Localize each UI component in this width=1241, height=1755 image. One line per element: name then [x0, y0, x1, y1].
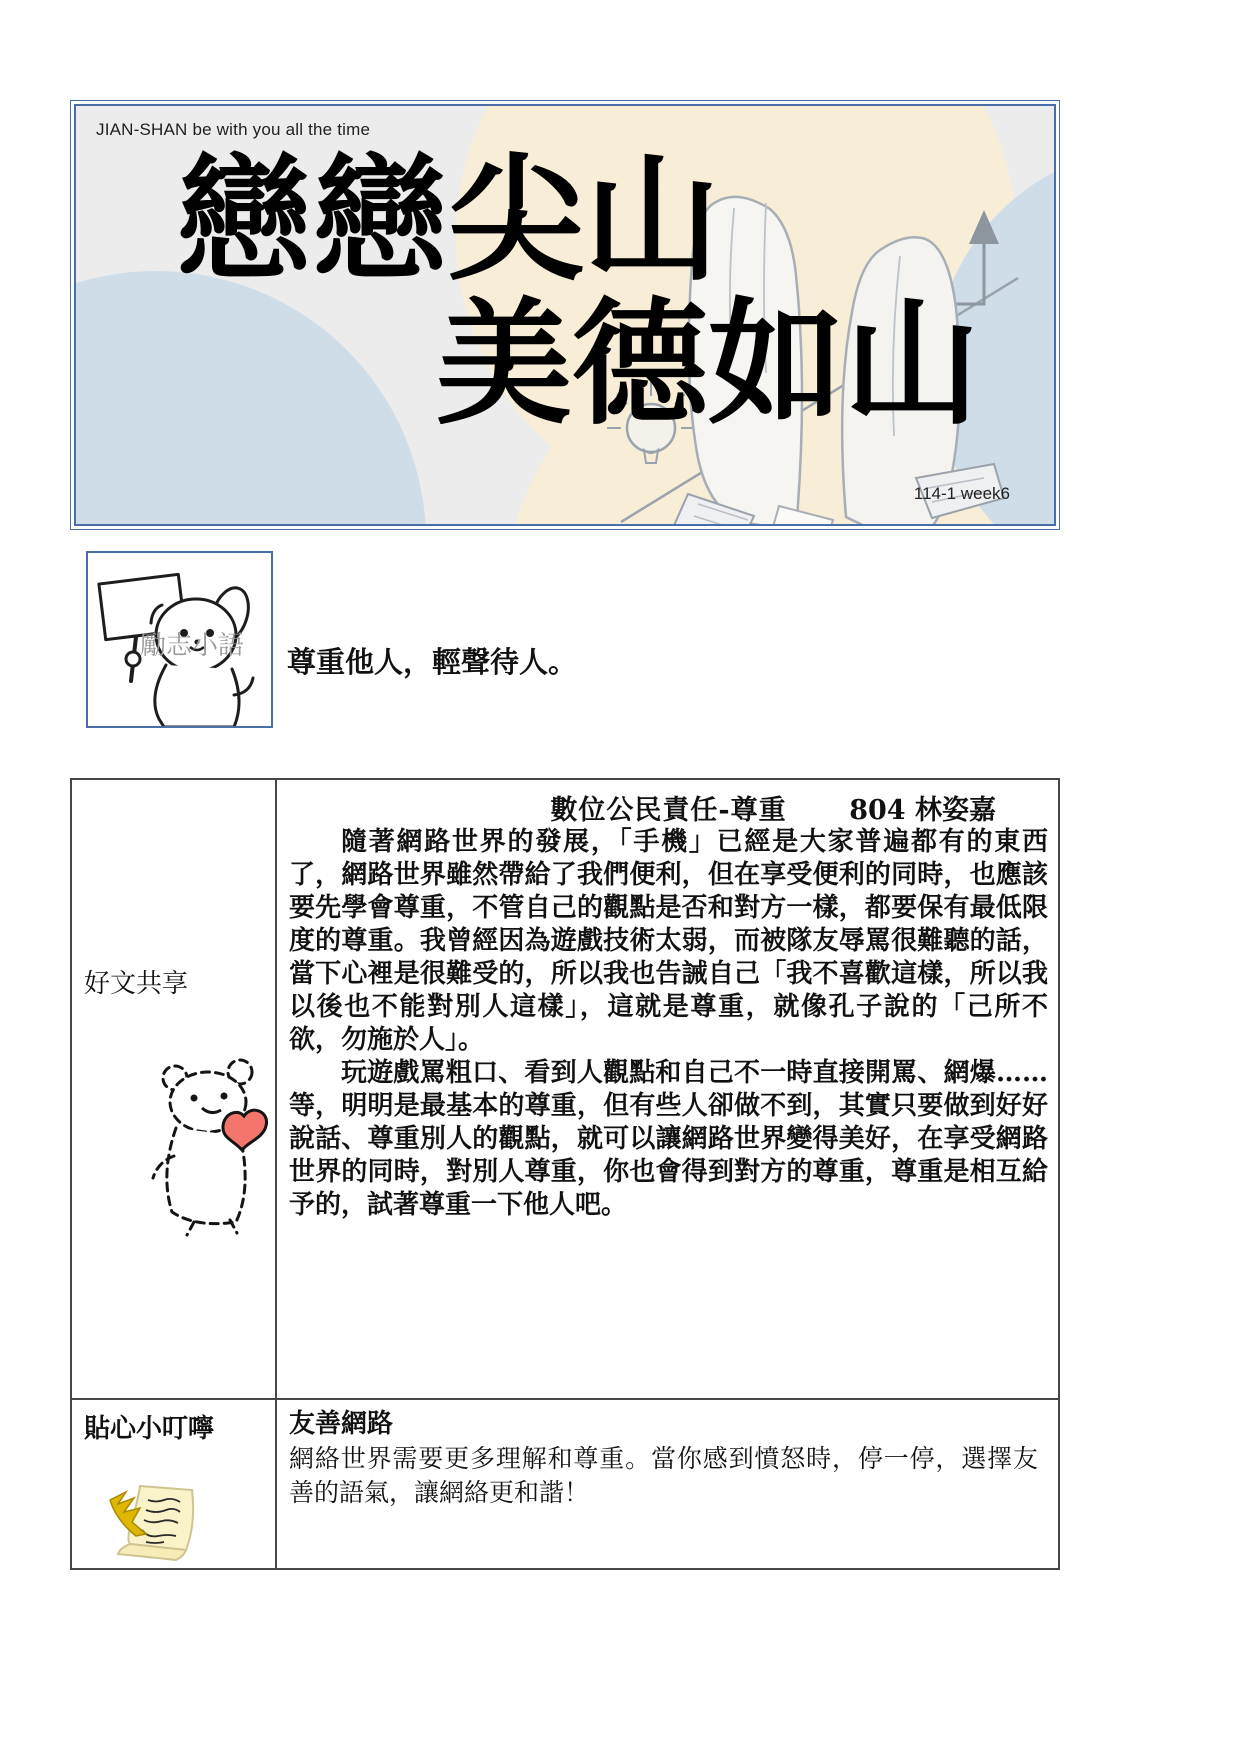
- motto-badge-label: 勵志小語: [140, 630, 245, 660]
- week-label: 114-1 week6: [913, 484, 1010, 503]
- reminder-text: 網絡世界需要更多理解和尊重。當你感到憤怒時，停一停，選擇友善的語氣，讓網絡更和諧！: [289, 1444, 1038, 1507]
- banner-title-line2: 美德如山: [436, 284, 980, 444]
- article-paragraph: 隨著網路世界的發展，「手機」已經是大家普遍都有的東西了，網路世界雖然帶給了我們便利，但在享受便利的同時，也應該要先學會尊重，不管自己的觀點是否和對方一樣，都要保有最低限度的尊重。我曾經因為遊戲技術太弱，而被隊友辱罵很難聽的話，當下心裡是很難受的，所以我也告誡自己「我不喜歡這樣，所以我以後也不能對別人這樣」，這就是尊重，就像孔子說的「己所不欲，勿施於人」。: [289, 827, 1048, 1055]
- bear-holding-heart-illustration: [148, 1056, 286, 1240]
- article-paragraph: 玩遊戲罵粗口、看到人觀點和自己不一時直接開罵、網爆……等，明明是最基本的尊重，但有些人卻做不到，其實只要做到好好說話、尊重別人的觀點，就可以讓網路世界變得美好，在享受網路世界的同時，對別人尊重，你也會得到對方的尊重，尊重是相互給予的，試著尊重一下他人吧。: [289, 1058, 1048, 1220]
- article-author: 804 林姿嘉: [849, 795, 996, 826]
- article-title: 數位公民責任-尊重: [550, 795, 787, 826]
- banknote-sketch: [771, 506, 833, 526]
- banner-title-line1: 戀戀尖山: [176, 140, 720, 300]
- motto-text: 尊重他人，輕聲待人。: [287, 645, 578, 679]
- article-head: [289, 788, 1048, 826]
- motto-badge-box: [86, 551, 273, 728]
- banner-tagline: JIAN-SHAN be with you all the time: [96, 120, 371, 139]
- banner: [70, 100, 1060, 530]
- notepad-and-pencil-icon: [106, 1480, 202, 1566]
- section-label-reminder: 貼心小叮嚀: [84, 1413, 215, 1443]
- content-table: [70, 778, 1060, 1570]
- reminder-title: 友善網路: [289, 1409, 394, 1439]
- banner-inner: [74, 104, 1056, 526]
- section-label-article: 好文共享: [84, 968, 189, 998]
- reminder-cell: [277, 1400, 1058, 1568]
- article-cell: [277, 780, 1058, 1396]
